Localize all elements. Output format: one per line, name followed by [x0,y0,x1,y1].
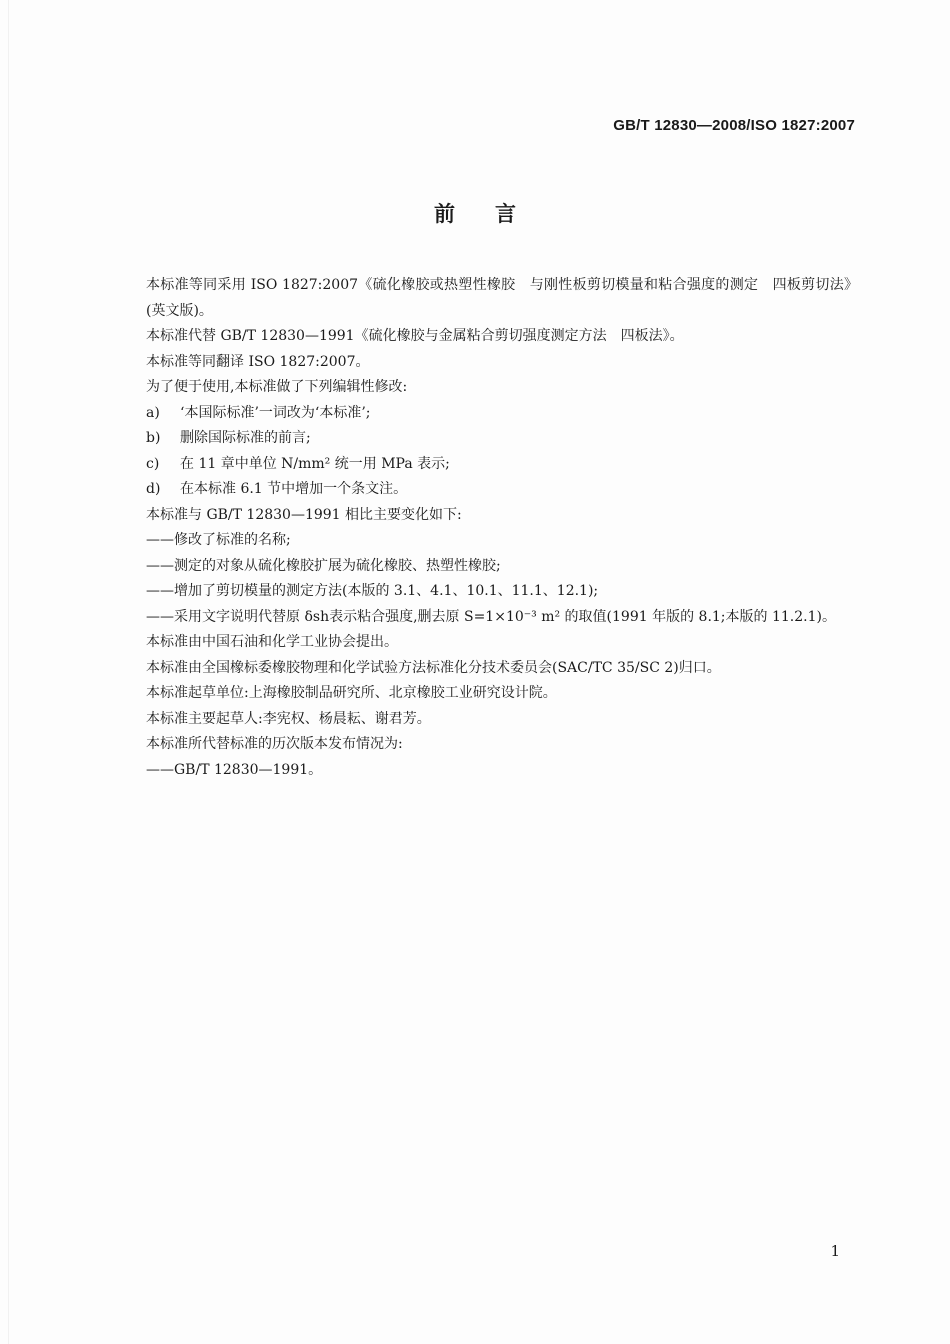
list-marker: a) [146,404,160,421]
list-text: 在本标准 6.1 节中增加一个条文注。 [180,481,408,497]
paragraph-changes-intro: 本标准与 GB/T 12830—1991 相比主要变化如下: [146,506,462,523]
paragraph-adoption: 本标准等同采用 ISO 1827:2007《硫化橡胶或热塑性橡胶 与刚性板剪切模量和粘合强度的测定 四板剪切法》(英文版)。 [146,277,858,319]
paragraph-translation: 本标准等同翻译 ISO 1827:2007。 [146,353,370,370]
list-text: 删除国际标准的前言; [180,430,311,446]
list-item [146,452,858,478]
dash-item: ——测定的对象从硫化橡胶扩展为硫化橡胶、热塑性橡胶; [146,557,501,574]
paragraph-committee: 本标准由全国橡标委橡胶物理和化学试验方法标准化分技术委员会(SAC/TC 35/SC 2)归口。 [146,659,721,676]
foreword-body [146,273,858,783]
standard-number: GB/T 12830—2008/ISO 1827:2007 [613,117,855,134]
list-item [146,477,858,503]
paragraph-drafting-units: 本标准起草单位:上海橡胶制品研究所、北京橡胶工业研究设计院。 [146,685,557,701]
list-text: 在 11 章中单位 N/mm² 统一用 MPa 表示; [180,455,450,472]
paragraph-editorial-intro: 为了便于使用,本标准做了下列编辑性修改: [146,379,408,395]
list-marker: d) [146,481,161,497]
dash-item: ——GB/T 12830—1991。 [146,761,323,778]
list-item [146,426,858,452]
page-number: 1 [830,1242,840,1260]
dash-item: ——增加了剪切模量的测定方法(本版的 3.1、4.1、10.1、11.1、12.1); [146,583,599,599]
dash-item: ——采用文字说明代替原 δsh表示粘合强度,删去原 S=1×10⁻³ m² 的取值(1991 年版的 8.1;本版的 11.2.1)。 [146,608,836,625]
paragraph-history-intro: 本标准所代替标准的历次版本发布情况为: [146,736,403,752]
list-item [146,401,858,427]
paragraph-replaces: 本标准代替 GB/T 12830—1991《硫化橡胶与金属粘合剪切强度测定方法 四板法》。 [146,328,684,344]
paragraph-proposed-by: 本标准由中国石油和化学工业协会提出。 [146,634,398,650]
paragraph-drafters: 本标准主要起草人:李宪权、杨晨耘、谢君芳。 [146,710,431,727]
list-text: ‘本国际标准’一词改为‘本标准’; [180,404,371,421]
list-marker: b) [146,430,161,446]
page-title: 前言 [434,202,556,226]
dash-item: ——修改了标准的名称; [146,532,291,548]
list-marker: c) [146,455,160,472]
